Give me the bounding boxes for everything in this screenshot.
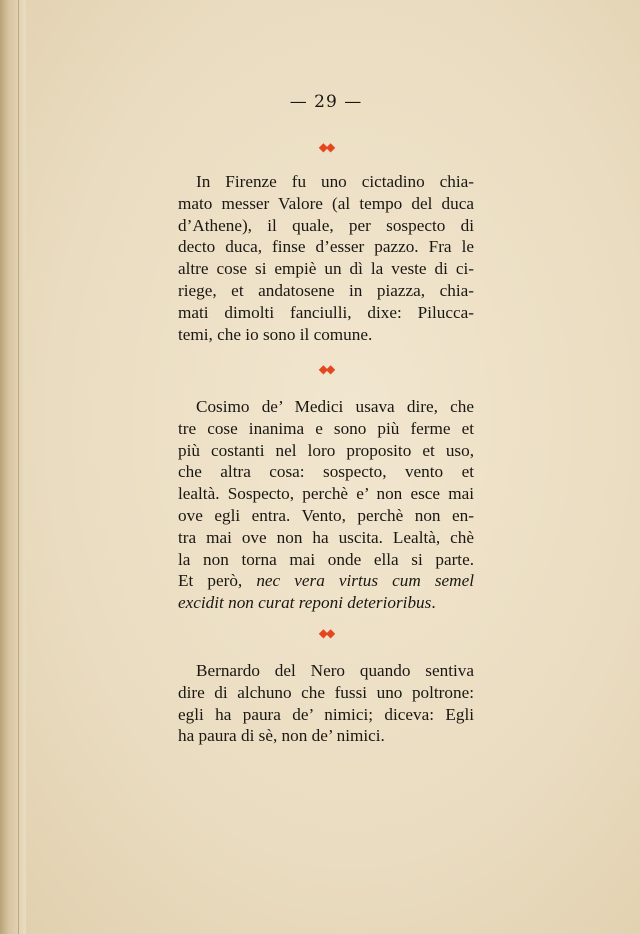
page-number: — 29 — [289,92,363,112]
text-line: decto duca, finse d’esser pazzo. Fra le [178,237,474,257]
text-line: temi, che io sono il comune. [178,324,373,344]
text-line: ove egli entra. Vento, perchè non en- [178,505,474,525]
text-line: Cosimo de’ Medici usava dire, che [196,397,474,416]
section-ornament: ◆◆ [318,140,334,154]
text-line: d’Athene), il quale, per sospecto di [178,215,474,235]
text-line: Et però, nec vera virtus cum semel [178,571,474,591]
text-line: ha paura di sè, non de’ nimici. [178,726,385,746]
latin-quote: excidit non curat reponi deterioribus [178,593,432,613]
text-line: la non torna mai onde ella si parte. [178,549,474,569]
section-ornament: ◆◆ [318,626,334,640]
text-line: altre cose si empiè un dì la veste di ci- [178,259,474,279]
text-line: excidit non curat reponi deterioribus. [178,593,436,613]
text-line: lealtà. Sospecto, perchè e’ non esce mai [178,484,474,504]
text-line: mati dimolti fanciulli, dixe: Pilucca- [178,302,474,322]
anecdote-bernardo [178,660,474,747]
text-line: tra mai ove non ha uscita. Lealtà, chè [178,527,474,547]
text-line: tre cose inanima e sono più ferme et [178,418,474,438]
anecdote-cosimo [178,396,474,614]
text-line: mato messer Valore (al tempo del duca [178,193,474,213]
section-ornament: ◆◆ [318,362,334,376]
latin-quote: nec vera virtus cum semel [256,571,474,591]
text-line: più costanti nel loro proposito et uso, [178,440,474,460]
text-line: riege, et andatosene in piazza, chia- [178,280,474,300]
text-line: dire di alchuno che fussi uno poltrone: [178,682,474,702]
text-line: che altra cosa: sospecto, vento et [178,462,474,482]
text-line: egli ha paura de’ nimici; diceva: Egli [178,704,474,724]
text-line: Bernardo del Nero quando sentiva [196,661,474,680]
text-line: In Firenze fu uno cictadino chia- [196,172,474,191]
anecdote-valore [178,171,474,345]
